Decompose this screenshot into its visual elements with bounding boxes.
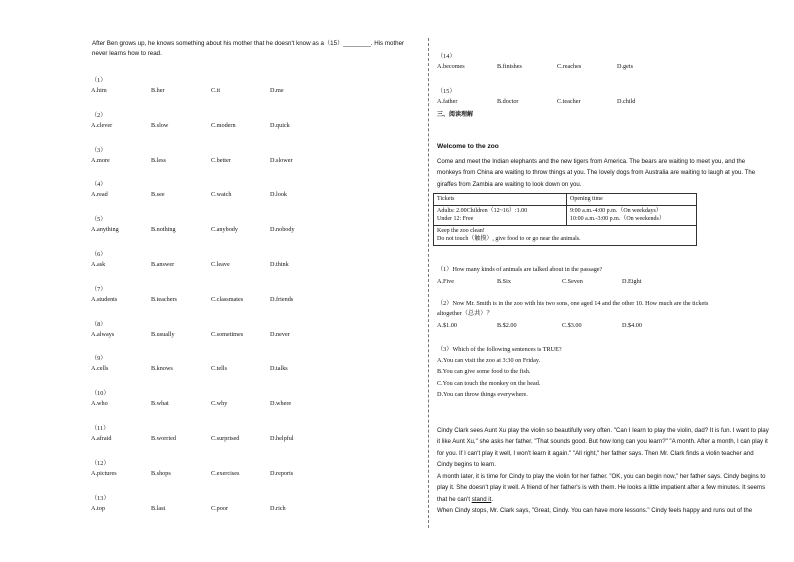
q13-option-c: C.poor	[211, 504, 229, 512]
rq3-option-a: A.You can visit the zoo at 3:30 on Friday.	[437, 357, 541, 364]
q1-option-c: C.it	[211, 87, 221, 94]
q12-option-b: B.shops	[151, 469, 171, 477]
section-title: 三、阅读理解	[437, 112, 474, 118]
q9-option-c: C.tells	[211, 365, 227, 373]
q6-option-d: D.think	[270, 261, 289, 268]
q13-option-a: A.top	[91, 504, 105, 512]
rq1-option-c: C.Seven	[562, 278, 583, 285]
q9-option-d: D.talks	[270, 365, 288, 373]
question-13-number: （13）	[91, 494, 110, 502]
opening-header: Opening time	[567, 194, 697, 206]
underlined-phrase: stand it	[471, 495, 492, 503]
q7-option-b: B.teachers	[151, 295, 177, 303]
q15-option-d: D.child	[617, 98, 636, 105]
q3-option-a: A.more	[91, 156, 110, 164]
reading-q2-line-2: altogether（总共）？	[437, 310, 493, 317]
column-divider	[428, 38, 429, 528]
q11-option-a: A.afraid	[91, 435, 112, 442]
q8-option-d: D.never	[270, 330, 290, 338]
rq2-option-a: A.$1.00	[437, 322, 457, 329]
zoo-title: Welcome to the zoo	[437, 143, 499, 150]
q12-option-d: D.reports	[270, 469, 294, 477]
tickets-cell	[434, 205, 567, 225]
q12-option-c: C.exercises	[211, 469, 240, 477]
rq1-option-a: A.Five	[437, 278, 455, 285]
story-paragraph-3: When Cindy stops, Mr. Clark says, "Great, Cindy. You can have more lessons." Cindy feels happy and runs out of the	[437, 507, 753, 514]
q1-option-b: B.her	[151, 87, 165, 94]
tickets-line-2: Under 12: Free	[437, 216, 474, 222]
q14-option-b: B.finishes	[497, 63, 522, 70]
q3-option-b: B.less	[151, 156, 166, 164]
q2-option-a: A.clever	[91, 121, 113, 129]
q8-option-c: C.sometimes	[211, 330, 244, 338]
q2-option-c: C.modern	[211, 121, 236, 129]
rq2-option-c: C.$3.00	[562, 322, 582, 329]
q15-option-b: B.doctor	[497, 98, 519, 105]
rules-cell	[434, 225, 697, 245]
q13-option-b: B.last	[151, 504, 166, 512]
q12-option-a: A.pictures	[91, 469, 117, 477]
question-9-number: （9）	[91, 355, 107, 363]
q14-option-c: C.reaches	[557, 63, 582, 70]
story-paragraph-2	[437, 471, 769, 505]
opening-line-2: 10:00 a.m.-3:00 p.m.（On weekends）	[570, 216, 665, 222]
question-6-number: （6）	[91, 251, 107, 258]
question-1-number: （1）	[91, 77, 107, 84]
question-3-number: （3）	[91, 146, 107, 154]
q13-option-d: D.rich	[270, 504, 286, 512]
q1-option-a: A.him	[91, 87, 107, 94]
tickets-line-1: Adults: 2.00Children（12~16）:1.00	[437, 207, 528, 214]
question-15-number: （15）	[437, 88, 456, 95]
q2-option-d: D.quick	[270, 121, 290, 129]
reading-q3: （3）Which of the following sentences is TRUE?	[437, 346, 562, 353]
question-8-number: （8）	[91, 320, 107, 328]
q4-option-b: B.see	[151, 191, 165, 199]
rq3-option-c: C.You can touch the monkey on the head.	[437, 380, 541, 387]
zoo-passage: Come and meet the Indian elephants and the new tigers from America. The bears are waiting to meet you, and the monkeys from China are waiting to throw things at you. The lovely dogs from Australia are waiting to laugh at you. The giraffes from Zambia are waiting to look down on you.	[437, 158, 756, 188]
rq1-option-d: D.Eight	[622, 278, 642, 285]
q10-option-b: B.what	[151, 400, 169, 408]
rq3-option-d: D.You can throw things everywhere.	[437, 391, 528, 398]
q1-option-d: D.me	[270, 87, 284, 94]
reading-q1: （1）How many kinds of animals are talked about in the passage?	[437, 266, 603, 273]
q4-option-d: D.look	[270, 191, 288, 199]
question-11-number: （11）	[91, 425, 110, 432]
zoo-info-table	[433, 193, 697, 246]
q3-option-c: C.better	[211, 156, 231, 164]
question-12-number: （12）	[91, 459, 110, 467]
question-10-number: （10）	[91, 390, 110, 398]
q11-option-b: B.worried	[151, 435, 176, 442]
rq3-option-b: B.You can give some food to the fish.	[437, 368, 531, 375]
intro-line-1: After Ben grows up, he knows something about his mother that he doesn't know as a（15）________. His mother	[92, 40, 405, 47]
q5-option-d: D.nobody	[270, 226, 295, 234]
q6-option-b: B.answer	[151, 261, 175, 268]
q5-option-b: B.nothing	[151, 226, 176, 234]
story-paragraph-1: Cindy Clark sees Aunt Xu play the violin so beautifully very often. "Can I learn to play the violin, dad? It is fun. I want to play it like Aunt Xu," she asks her father. "That sounds good. But how long can you learn?" "A month. After a month, I can play it for you. If I can't play it well, I won't learn it again." "All right," her father says. Then Mr. Clark finds a violin teacher and Cindy begins to learn.	[437, 427, 769, 469]
q15-option-a: A.father	[437, 98, 458, 105]
q3-option-d: D.slower	[270, 156, 293, 164]
q9-option-a: A.cells	[91, 365, 109, 373]
q4-option-c: C.watch	[211, 191, 232, 199]
q4-option-a: A.read	[91, 191, 108, 199]
story-paragraph-2-text: A month later, it is time for Cindy to play the violin for her father. "OK, you can begin now," her father says. Cindy begins to play it. She doesn't play it well. A friend of her father's is with them. He looks a little impatient after a few minutes. It seems that he can't	[437, 473, 766, 503]
rq2-option-d: D.$4.00	[622, 322, 642, 329]
q14-option-d: D.gets	[617, 63, 633, 70]
question-14-number: （14）	[437, 53, 456, 60]
q6-option-a: A.ask	[91, 261, 106, 268]
question-5-number: （5）	[91, 216, 107, 224]
q2-option-b: B.slow	[151, 121, 169, 129]
intro-line-2: never learns how to read.	[92, 50, 162, 57]
q10-option-c: C.why	[211, 400, 228, 408]
q7-option-a: A.students	[91, 295, 118, 303]
q10-option-a: A.who	[91, 400, 108, 408]
q15-option-c: C.teacher	[557, 98, 581, 105]
q5-option-c: C.anybody	[211, 226, 238, 234]
question-7-number: （7）	[91, 285, 107, 293]
rules-line-2: Do not touch（触摸）, give food to or go near the animals.	[437, 236, 581, 242]
rules-line-1: Keep the zoo clean!	[437, 227, 485, 234]
opening-line-1: 9:00 a.m.-4:00 p.m.（On weekdays）	[570, 207, 662, 214]
story-paragraph-2-end: .	[491, 495, 494, 503]
question-4-number: （4）	[91, 181, 107, 189]
q8-option-b: B.usually	[151, 330, 175, 338]
q8-option-a: A.always	[91, 330, 115, 338]
q14-option-a: A.becomes	[437, 63, 465, 70]
q10-option-d: D.where	[270, 400, 292, 408]
tickets-header: Tickets	[434, 194, 567, 206]
opening-cell	[567, 205, 697, 225]
rq2-option-b: B.$2.00	[497, 322, 517, 329]
q11-option-c: C.surprised	[211, 435, 240, 442]
q5-option-a: A.anything	[91, 226, 119, 234]
reading-q2-line-1: （2）Now Mr. Smith is in the zoo with his two sons, one aged 14 and the other 10. How much are the tickets	[437, 300, 709, 307]
q7-option-c: C.classmates	[211, 295, 244, 303]
q6-option-c: C.leave	[211, 261, 230, 268]
rq1-option-b: B.Six	[497, 278, 511, 285]
q9-option-b: B.knows	[151, 365, 173, 373]
q7-option-d: D.friends	[270, 295, 294, 303]
question-2-number: （2）	[91, 111, 107, 119]
q11-option-d: D.helpful	[270, 435, 294, 442]
